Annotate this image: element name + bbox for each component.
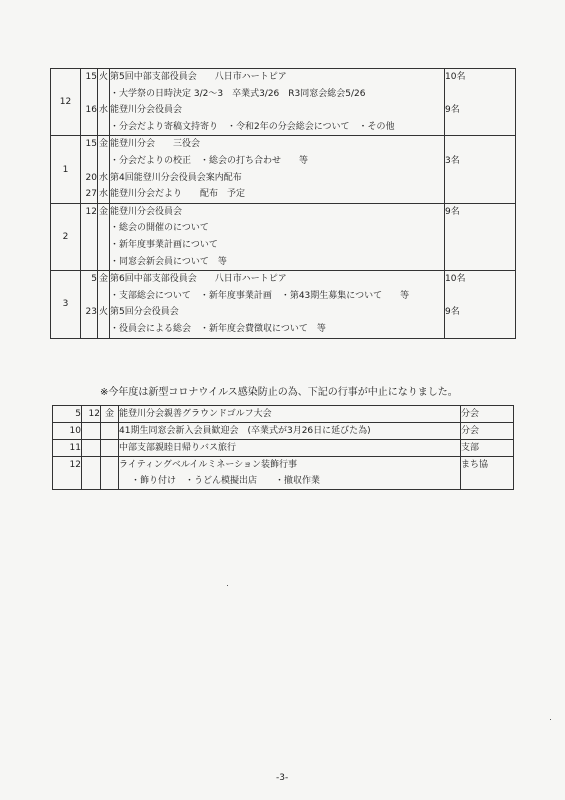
event-cell <box>110 136 445 203</box>
month-cell <box>53 406 82 423</box>
event-cell <box>119 440 461 457</box>
day-number: 27 <box>85 189 97 200</box>
event-subline: ・飾り付け ・うどん模擬出店 ・撤収作業 <box>131 476 321 486</box>
day-number: 20 <box>85 172 97 183</box>
month-row <box>51 203 516 270</box>
event-line: 第4回能登川分会役員会案内配布 <box>110 172 242 183</box>
month-cell: 12 <box>51 69 81 136</box>
weekday: 金 <box>98 139 108 150</box>
weekday: 水 <box>98 105 108 116</box>
weekday <box>98 254 109 271</box>
attendance-cell <box>445 136 516 203</box>
month-cell-text: 11 <box>69 443 81 453</box>
day-number <box>81 321 97 338</box>
attendance-count: 10名 <box>445 72 466 82</box>
event-cell <box>119 423 461 440</box>
event-cell-text: 能登川分会親善グラウンドゴルフ大会 <box>119 409 272 419</box>
attendance-cell <box>445 69 516 136</box>
day-cell <box>81 69 98 136</box>
weekday <box>98 321 109 338</box>
organizer-cell-text: 分会 <box>461 426 480 436</box>
cancelled-row <box>53 406 514 423</box>
month-cell <box>53 440 82 457</box>
weekday: 火 <box>98 307 108 318</box>
month-cell: 1 <box>51 136 81 203</box>
weekday-cell <box>98 69 110 136</box>
attendance-cell <box>445 203 516 270</box>
day-number: 23 <box>85 307 97 318</box>
cancelled-events-table <box>52 405 514 490</box>
cancellation-note: ※今年度は新型コロナウイルス感染防止の為、下記の行事が中止になりました。 <box>100 387 458 398</box>
event-cell-text: 41期生同窓会新入会員歓迎会 (卒業式が3月26日に延びた為) <box>119 426 371 436</box>
month-row <box>51 271 516 338</box>
day-cell <box>81 271 98 338</box>
weekday <box>98 288 109 305</box>
attendance-count: 9名 <box>445 105 460 116</box>
scan-speck <box>550 719 551 720</box>
event-line: ・大学祭の日時決定 3/2～3 卒業式3/26 R3同窓会総会5/26 <box>110 88 366 99</box>
attendance-count <box>445 237 515 254</box>
event-line: ・同窓会新会員について 等 <box>110 256 227 267</box>
event-cell <box>119 406 461 423</box>
page-number: -3- <box>276 773 289 783</box>
month-row <box>51 136 516 203</box>
attendance-count: 10名 <box>445 274 466 285</box>
attendance-cell <box>445 271 516 338</box>
event-line: ・新年度事業計画について <box>110 239 218 250</box>
month-cell: 2 <box>51 203 81 270</box>
event-line: 能登川分会 三役会 <box>110 139 201 150</box>
organizer-cell <box>461 406 514 423</box>
attendance-count <box>445 119 515 136</box>
day-cell <box>82 440 101 457</box>
day-cell <box>81 136 98 203</box>
weekday <box>98 119 109 136</box>
event-line: 第5回中部支部役員会 八日市ハートピア <box>110 72 287 82</box>
day-cell-text <box>82 457 100 473</box>
organizer-cell <box>461 423 514 440</box>
day-number: 12 <box>85 206 97 217</box>
weekday-cell <box>101 440 119 457</box>
weekday-cell <box>101 457 119 490</box>
attendance-count <box>445 321 515 338</box>
month-row <box>51 69 516 136</box>
day-number: 16 <box>85 105 97 116</box>
organizer-cell-text: 分会 <box>461 409 480 419</box>
weekday: 火 <box>98 72 108 82</box>
attendance-count <box>445 288 515 305</box>
weekday: 水 <box>98 189 108 200</box>
weekday: 水 <box>98 172 108 183</box>
attendance-count <box>445 86 515 103</box>
attendance-count <box>445 170 515 187</box>
day-number <box>81 288 97 305</box>
weekday-cell <box>98 271 110 338</box>
day-number <box>81 220 97 237</box>
event-cell-text: 中部支部親睦日帰りバス旅行 <box>119 443 237 453</box>
weekday-cell <box>98 136 110 203</box>
day-cell <box>81 203 98 270</box>
day-number: 15 <box>85 72 97 82</box>
weekday-cell <box>101 423 119 440</box>
weekday-cell-text <box>101 423 118 439</box>
event-line: ・総会の開催のについて <box>110 223 209 234</box>
organizer-cell <box>461 440 514 457</box>
event-line: 能登川分会役員会 <box>110 206 183 217</box>
event-line: 第6回中部支部役員会 八日市ハートピア <box>110 274 287 285</box>
weekday-cell-text <box>101 457 118 473</box>
day-number <box>81 237 97 254</box>
day-cell-text <box>82 440 100 456</box>
month-cell-text: 10 <box>69 426 81 436</box>
event-line: 第5回分会役員会 <box>110 307 179 318</box>
day-cell-text: 12 <box>88 409 100 419</box>
month-cell-text: 5 <box>75 409 81 419</box>
weekday: 金 <box>98 206 108 217</box>
event-line: ・分会だより寄稿文持寄り ・令和2年の分会総会について ・その他 <box>110 121 395 132</box>
month-cell <box>53 423 82 440</box>
event-line: 能登川分会役員会 <box>110 105 183 116</box>
month-cell: 3 <box>51 271 81 338</box>
event-cell <box>119 457 461 490</box>
weekday-cell-text <box>101 440 118 456</box>
cancelled-row <box>53 440 514 457</box>
weekday-cell <box>98 203 110 270</box>
organizer-cell-text: まち協 <box>461 460 489 470</box>
scan-speck <box>227 585 228 586</box>
day-number: 15 <box>85 139 97 150</box>
cancelled-row <box>53 423 514 440</box>
event-line: 能登川分会だより 配布 予定 <box>110 189 246 200</box>
event-cell <box>110 271 445 338</box>
event-line: ・役員会による総会 ・新年度会費徴収について 等 <box>110 323 326 334</box>
day-cell <box>82 423 101 440</box>
weekday-cell-text: 金 <box>104 409 114 419</box>
attendance-count <box>445 220 515 237</box>
organizer-cell-text: 支部 <box>461 443 480 453</box>
attendance-count: 3名 <box>445 155 460 166</box>
day-number <box>81 119 97 136</box>
weekday <box>98 86 109 103</box>
weekday: 金 <box>98 274 108 285</box>
attendance-count <box>445 186 515 203</box>
organizer-cell <box>461 457 514 490</box>
day-cell <box>82 406 101 423</box>
event-line: ・支部総会について ・新年度事業計画 ・第43期生募集について 等 <box>110 290 410 301</box>
day-cell-text <box>82 423 100 439</box>
day-number <box>81 254 97 271</box>
attendance-count: 9名 <box>445 307 460 318</box>
cancelled-row <box>53 457 514 490</box>
day-number <box>81 86 97 103</box>
month-cell <box>53 457 82 490</box>
attendance-count <box>445 136 515 153</box>
weekday-cell <box>101 406 119 423</box>
attendance-count <box>445 254 515 271</box>
schedule-table <box>50 68 516 339</box>
day-number: 5 <box>91 274 97 285</box>
event-cell-text: ライティングベルイルミネーション装飾行事 <box>119 460 298 470</box>
day-number <box>81 153 97 170</box>
month-cell-text: 12 <box>69 460 81 470</box>
event-line: ・分会だよりの校正 ・総会の打ち合わせ 等 <box>110 155 309 166</box>
event-cell <box>110 69 445 136</box>
attendance-count: 9名 <box>445 206 460 217</box>
weekday <box>98 153 109 170</box>
weekday <box>98 220 109 237</box>
event-cell <box>110 203 445 270</box>
weekday <box>98 237 109 254</box>
day-cell <box>82 457 101 490</box>
